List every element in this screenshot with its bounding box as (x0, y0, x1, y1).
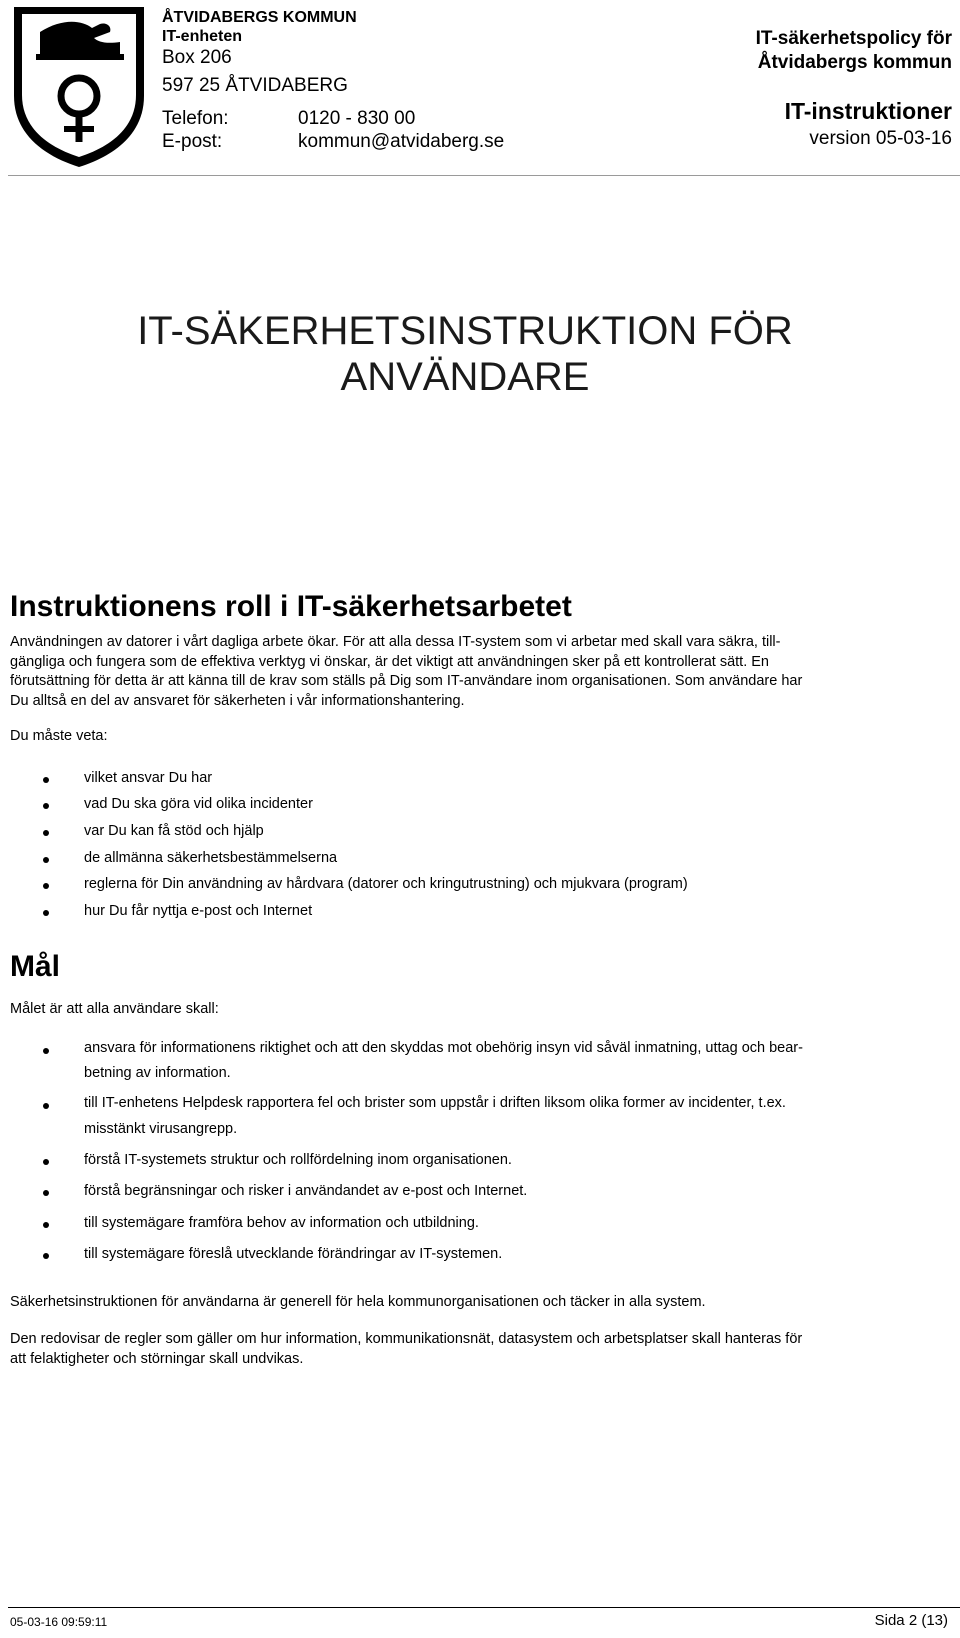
document-type: IT-instruktioner (784, 98, 952, 124)
municipality-coat-of-arms (10, 4, 148, 170)
page-title-line2: ANVÄNDARE (340, 355, 590, 399)
bullet-icon (43, 857, 49, 863)
page-title (0, 308, 930, 400)
intro-line: förutsättning för detta är att känna till de krav som ställs på Dig som IT-användare inom organisationen. Som användare har (10, 673, 803, 689)
section-heading-goal: Mål (10, 950, 61, 983)
bullet-icon (43, 1222, 49, 1228)
rules-line: Den redovisar de regler som gäller om hur information, kommunikationsnät, datasystem och arbetsplatser skall hanteras för (10, 1331, 803, 1347)
bullet-icon (43, 1159, 49, 1165)
bullet-icon (43, 1253, 49, 1259)
intro-line: Du alltså en del av ansvaret för säkerheten i vår informationshantering. (10, 692, 465, 709)
bullet-icon (43, 1190, 49, 1196)
list-item: vad Du ska göra vid olika incidenter (84, 796, 313, 812)
must-know-label: Du måste veta: (10, 728, 108, 744)
list-item: till IT-enhetens Helpdesk rapportera fel och brister som uppstår i driften liksom olika former av incidenter, t.ex. (84, 1095, 786, 1111)
list-item: var Du kan få stöd och hjälp (84, 823, 264, 839)
page-number: Sida 2 (13) (874, 1612, 948, 1629)
phone-label: Telefon: (162, 108, 229, 129)
bullet-icon (43, 883, 49, 889)
goal-intro: Målet är att alla användare skall: (10, 1001, 219, 1017)
intro-paragraph (10, 633, 920, 711)
page-title-line1: IT-SÄKERHETSINSTRUKTION FÖR (137, 309, 793, 353)
list-item: till systemägare föreslå utvecklande förändringar av IT-systemen. (84, 1246, 503, 1262)
rules-paragraph (10, 1330, 920, 1369)
list-item-continuation: misstänkt virusangrepp. (84, 1121, 238, 1137)
document-version: version 05-03-16 (809, 128, 952, 149)
bullet-icon (43, 830, 49, 836)
intro-line: Användningen av datorer i vårt dagliga arbete ökar. För att alla dessa IT-system som vi arbetar med skall vara säkra, till- (10, 634, 781, 650)
bullet-icon (43, 1048, 49, 1054)
postal-address: 597 25 ÅTVIDABERG (162, 75, 348, 96)
org-name: ÅTVIDABERGS KOMMUN (162, 9, 357, 26)
intro-line: gängliga och fungera som de effektiva verktyg vi önskar, är det viktigt att användningen sker på ett kontrollerat sätt. En (10, 653, 769, 670)
bullet-icon (43, 1103, 49, 1109)
policy-title-line2: Åtvidabergs kommun (757, 52, 952, 73)
list-item: förstå begränsningar och risker i användandet av e-post och Internet. (84, 1183, 528, 1199)
list-item: ansvara för informationens riktighet och att den skyddas mot obehörig insyn vid såväl inmatning, uttag och bear- (84, 1040, 803, 1056)
generality-paragraph: Säkerhetsinstruktionen för användarna är generell för hela kommunorganisationen och täcker in alla system. (10, 1294, 706, 1310)
list-item: till systemägare framföra behov av information och utbildning. (84, 1215, 479, 1231)
section-heading-role: Instruktionens roll i IT-säkerhetsarbetet (10, 590, 572, 623)
postal-box: Box 206 (162, 47, 232, 68)
email-label: E-post: (162, 131, 223, 152)
list-item-continuation: betning av information. (84, 1065, 231, 1081)
list-item: vilket ansvar Du har (84, 770, 213, 786)
bullet-icon (43, 803, 49, 809)
unit-name: IT-enheten (162, 28, 243, 45)
list-item: de allmänna säkerhetsbestämmelserna (84, 850, 338, 866)
phone-value: 0120 - 830 00 (298, 108, 416, 129)
header-divider (8, 175, 960, 176)
list-item: förstå IT-systemets struktur och rollfördelning inom organisationen. (84, 1152, 512, 1168)
policy-title-line1: IT-säkerhetspolicy för (755, 28, 952, 49)
footer-divider (8, 1607, 960, 1608)
bullet-icon (43, 777, 49, 783)
footer-timestamp: 05-03-16 09:59:11 (10, 1615, 108, 1629)
rules-line: att felaktigheter och störningar skall undvikas. (10, 1350, 304, 1367)
bullet-icon (43, 910, 49, 916)
email-value[interactable]: kommun@atvidaberg.se (298, 131, 505, 152)
list-item: hur Du får nyttja e-post och Internet (84, 903, 313, 919)
list-item: reglerna för Din användning av hårdvara (datorer och kringutrustning) och mjukvara (program) (84, 876, 688, 892)
